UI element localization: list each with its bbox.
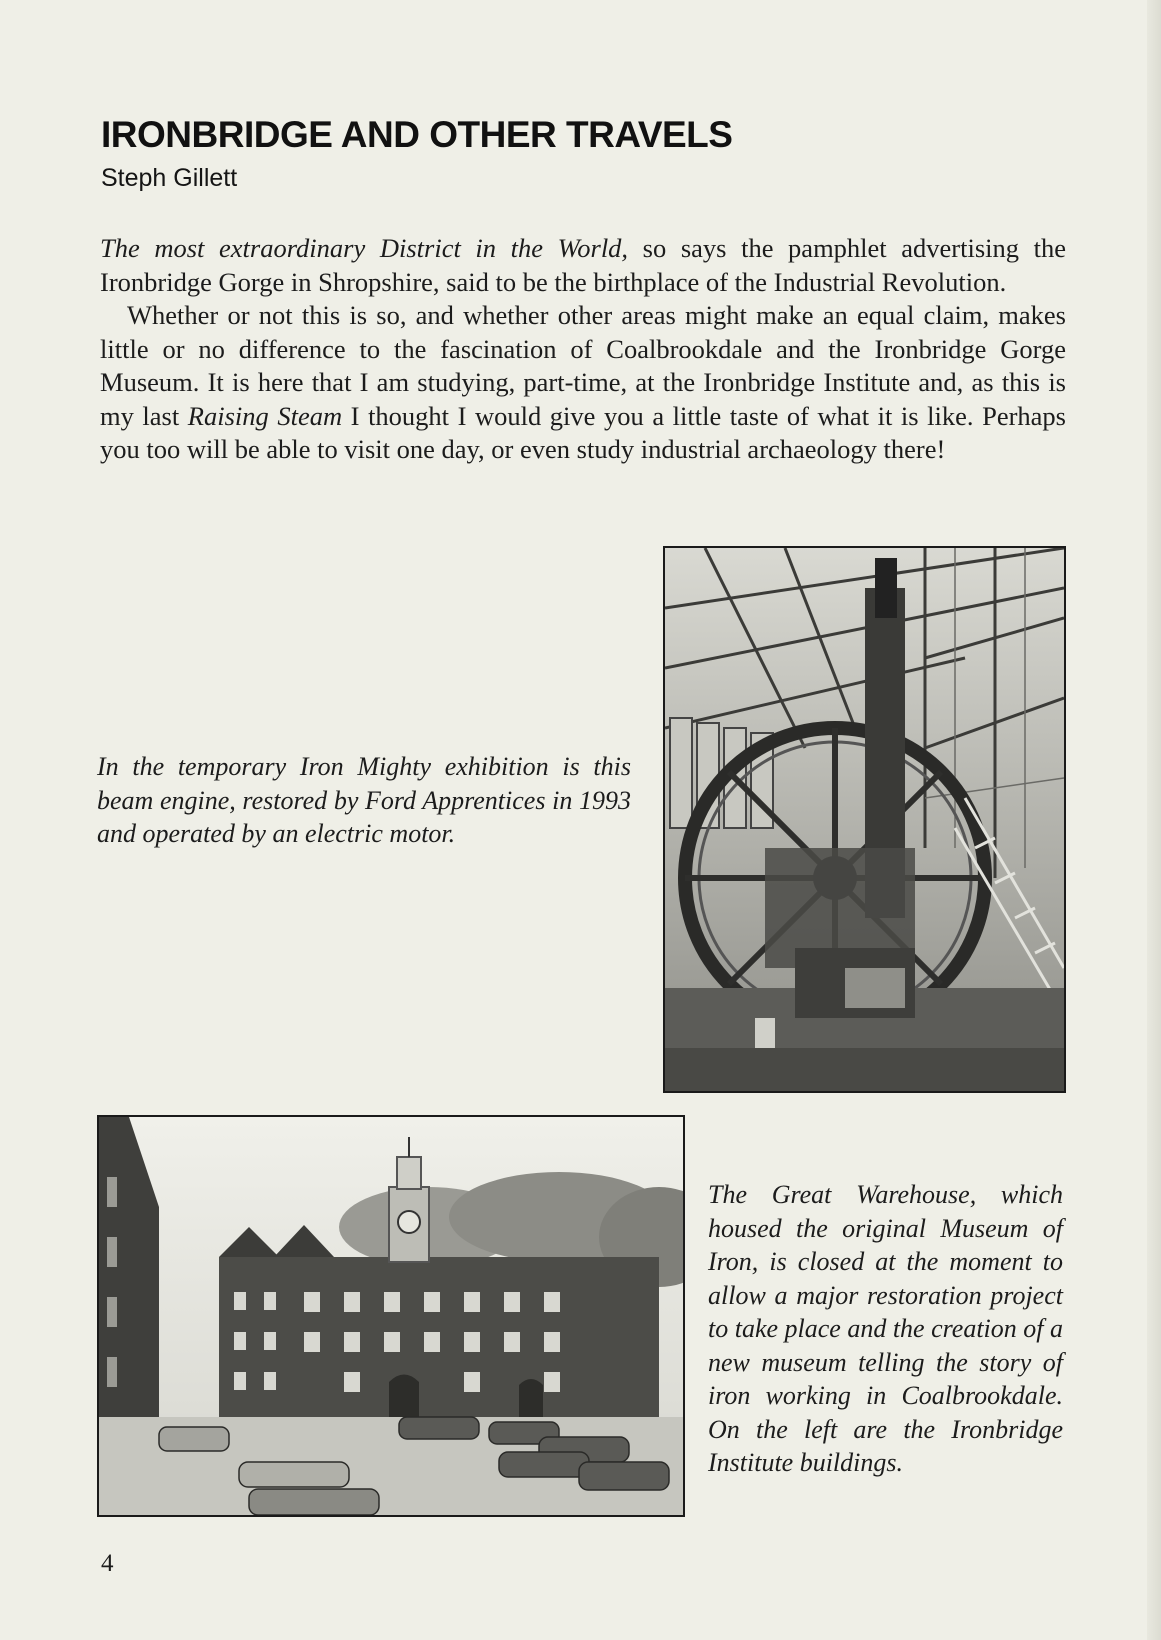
intro-paragraph [100,232,1066,299]
intro-text: so says the pamphlet advertising the Ironbridge Gorge in Shropshire, said to be the birthplace of the Industrial Revolution. [100,233,1066,297]
intro-italic-quote: The most extraordinary District in the World, [100,233,629,263]
para2-text-b: I thought I would give you a little taste of what it is like. Perhaps you too will be able to visit one day, or even study industrial archaeology there! [100,400,1066,464]
beam-engine-photo [663,546,1066,1093]
engine-photo-caption: In the temporary Iron Mighty exhibition is this beam engine, restored by Ford Apprentices in 1993 and operated by an electric motor. [97,752,631,848]
page-edge [1147,0,1161,1640]
warehouse-photo-caption: The Great Warehouse, which housed the original Museum of Iron, is closed at the moment to allow a major restoration project to take place and the creation of a new museum telling the story of iron working in Coalbrookdale. On the left are the Ironbridge Institute buildings. [708,1180,1063,1477]
great-warehouse-photo [97,1115,685,1517]
body-paragraph-2 [100,299,1066,467]
article-author: Steph Gillett [101,164,238,192]
para2-italic-title: Raising Steam [187,400,343,431]
para2-text-a: Whether or not this is so, and whether other areas might make an equal claim, makes little or no difference to the fascination of Coalbrookdale and the Ironbridge Gorge Museum. It is here that I am studying, part-time, at the Ironbridge Institute and, as this is my last [100,300,1066,431]
page-number: 4 [101,1550,114,1577]
article-body [100,232,1066,467]
article-title: IRONBRIDGE AND OTHER TRAVELS [101,114,733,155]
